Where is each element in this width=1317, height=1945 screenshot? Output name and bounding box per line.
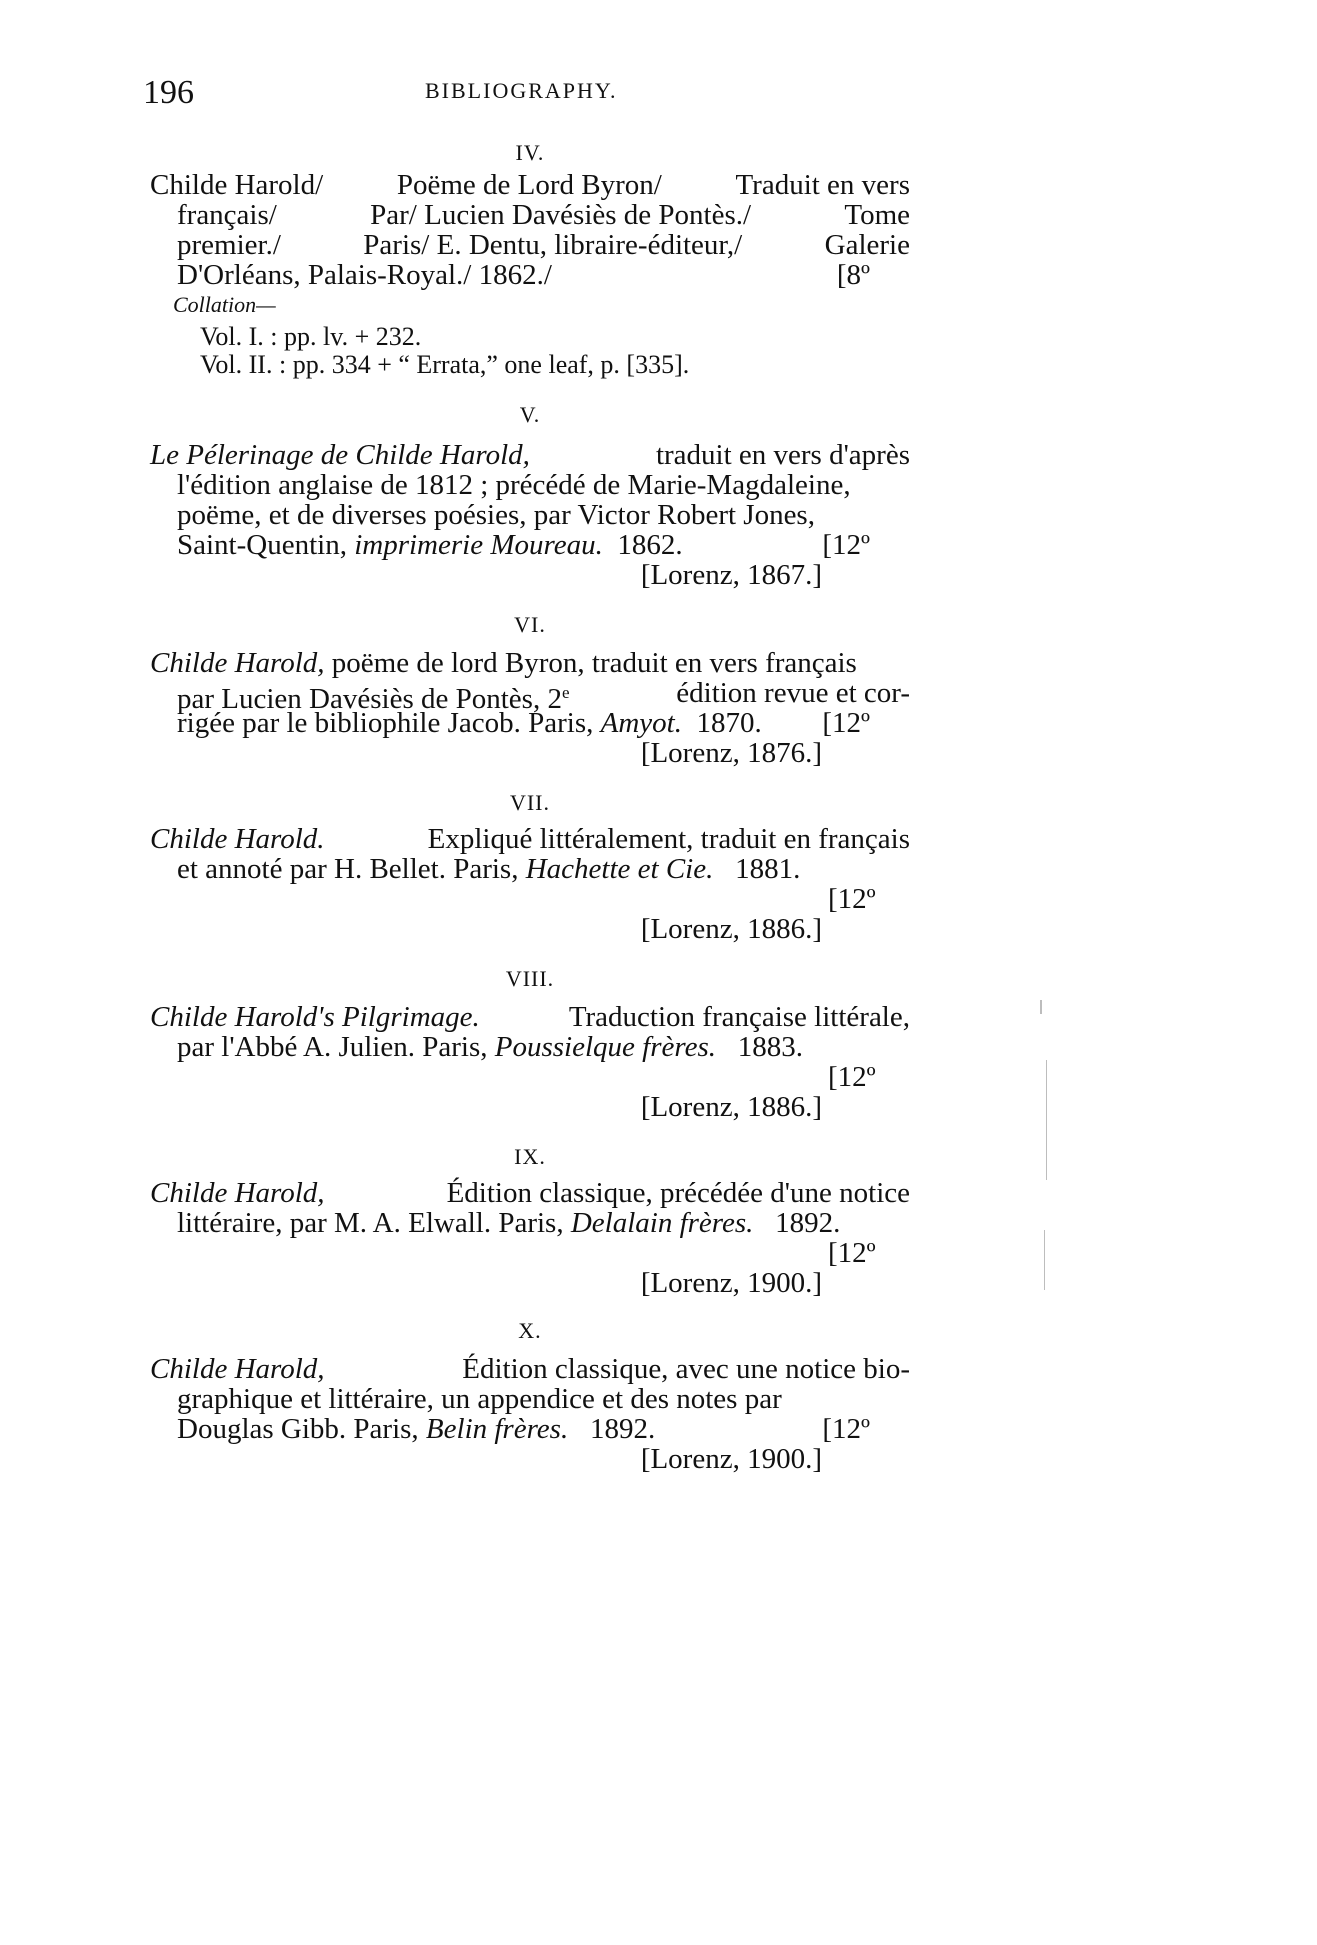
page-number: 196: [143, 74, 194, 111]
text-segment: Par/ Lucien Davésiès de Pontès./: [370, 199, 752, 231]
publisher-name: Delalain frères.: [570, 1207, 754, 1239]
publication-year: 1883.: [737, 1031, 803, 1063]
entry-numeral: VII.: [509, 790, 551, 815]
lorenz-reference: [Lorenz, 1900.]: [640, 1267, 822, 1299]
entry-line: [177, 230, 910, 260]
text-segment: Galerie: [824, 229, 910, 261]
publisher-name: Amyot.: [600, 707, 682, 739]
entry-numeral: VI.: [514, 612, 546, 637]
entry-title: Le Pélerinage de Childe Harold,: [150, 439, 530, 471]
entry-line: [177, 1208, 840, 1238]
format-mark: [12º: [828, 1237, 876, 1269]
entry-title: Childe Harold,: [150, 1177, 325, 1209]
collation-label: Collation—: [173, 292, 276, 317]
entry-line: [177, 200, 910, 230]
entry-line: [177, 854, 800, 884]
imprint: [177, 530, 683, 560]
publication-year: 1892.: [589, 1413, 656, 1445]
entry-line: [150, 1178, 910, 1208]
text-segment: Traduit en vers: [735, 169, 910, 201]
lorenz-reference: [Lorenz, 1876.]: [640, 737, 822, 769]
text-segment: français/: [177, 199, 277, 231]
text-segment: Édition classique, précédée d'une notice: [446, 1177, 910, 1209]
entry-line: graphique et littéraire, un appendice et des notes par: [177, 1383, 782, 1415]
collation-volume-2: Vol. II. : pp. 334 + “ Errata,” one leaf, p. [335].: [200, 350, 690, 379]
text-segment: rigée par le bibliophile Jacob. Paris,: [177, 707, 594, 739]
lorenz-reference: [Lorenz, 1886.]: [640, 913, 822, 945]
publisher-name: Hachette et Cie.: [525, 853, 714, 885]
text-segment: Édition classique, avec une notice bio-: [462, 1353, 910, 1385]
publication-year: 1892.: [775, 1207, 841, 1239]
text-segment: littéraire, par M. A. Elwall. Paris,: [177, 1207, 564, 1239]
entry-line: [150, 648, 910, 678]
lorenz-reference: [Lorenz, 1867.]: [640, 559, 822, 591]
entry-line: [177, 1032, 803, 1062]
text-segment: édition revue et cor-: [676, 677, 910, 709]
lorenz-reference: [Lorenz, 1886.]: [640, 1091, 822, 1123]
entry-line: poëme, et de diverses poésies, par Victor Robert Jones,: [177, 499, 815, 531]
entry-line: [177, 708, 870, 738]
text-segment: par Lucien Davésiès de Pontès, 2: [177, 683, 562, 715]
entry-numeral: VIII.: [505, 966, 555, 991]
entry-line: [150, 1354, 910, 1384]
entry-title: Childe Harold.: [150, 823, 325, 855]
publication-year: 1862.: [617, 529, 683, 561]
entry-line: [150, 824, 910, 854]
printer-name: imprimerie Moureau.: [354, 529, 603, 561]
lorenz-reference: [Lorenz, 1900.]: [640, 1443, 822, 1475]
entry-numeral: IV.: [515, 140, 545, 165]
text-segment: Traduction française littérale,: [568, 1001, 910, 1033]
text-segment: Douglas Gibb. Paris,: [177, 1413, 419, 1445]
publication-year: 1870.: [696, 707, 762, 739]
text-segment: et annoté par H. Bellet. Paris,: [177, 853, 519, 885]
text-segment: Poëme de Lord Byron/: [396, 169, 662, 201]
superscript: e: [561, 683, 570, 702]
publication-year: 1881.: [735, 853, 801, 885]
format-mark: [12º: [828, 883, 876, 915]
text-segment: Childe Harold/: [150, 169, 324, 201]
text-segment: traduit en vers d'après: [655, 439, 910, 471]
entry-line: [150, 440, 910, 470]
publisher-name: Belin frères.: [425, 1413, 569, 1445]
entry-line: [150, 1002, 910, 1032]
format-mark: [12º: [828, 1061, 876, 1093]
text-segment: Tome: [844, 199, 910, 231]
entry-numeral: X.: [518, 1318, 542, 1343]
imprint: [177, 1414, 655, 1444]
entry-numeral: V.: [519, 402, 541, 427]
imprint: [177, 708, 762, 738]
text-segment: par l'Abbé A. Julien. Paris,: [177, 1031, 488, 1063]
format-mark: [12º: [822, 529, 870, 561]
entry-line: [150, 170, 910, 200]
entry-title: Childe Harold,: [150, 1353, 325, 1385]
scan-speck: [1040, 1000, 1042, 1014]
text-segment: Paris/ E. Dentu, libraire-éditeur,/: [363, 229, 743, 261]
text-segment: D'Orléans, Palais-Royal./ 1862./: [177, 259, 552, 291]
format-mark: [12º: [822, 1413, 870, 1445]
publisher-name: Poussielque frères.: [494, 1031, 716, 1063]
entry-line: [177, 260, 870, 290]
text-segment: Saint-Quentin,: [177, 529, 347, 561]
text-segment: poëme de lord Byron, traduit en vers français: [331, 647, 857, 679]
entry-line: [177, 1414, 870, 1444]
running-title: BIBLIOGRAPHY.: [425, 78, 618, 103]
text-segment: premier./: [177, 229, 281, 261]
format-mark: [8º: [836, 259, 870, 291]
text-wrap: [150, 648, 857, 678]
text-segment: Expliqué littéralement, traduit en français: [427, 823, 910, 855]
entry-title: Childe Harold's Pilgrimage.: [150, 1001, 480, 1033]
scan-speck: [1044, 1230, 1045, 1290]
format-mark: [12º: [822, 707, 870, 739]
scan-speck: [1046, 1060, 1047, 1180]
entry-title: Childe Harold,: [150, 647, 325, 679]
entry-numeral: IX.: [514, 1144, 546, 1169]
collation-volume-1: Vol. I. : pp. lv. + 232.: [200, 322, 422, 351]
entry-line: l'édition anglaise de 1812 ; précédé de Marie-Magdaleine,: [177, 469, 851, 501]
entry-line: [177, 530, 870, 560]
